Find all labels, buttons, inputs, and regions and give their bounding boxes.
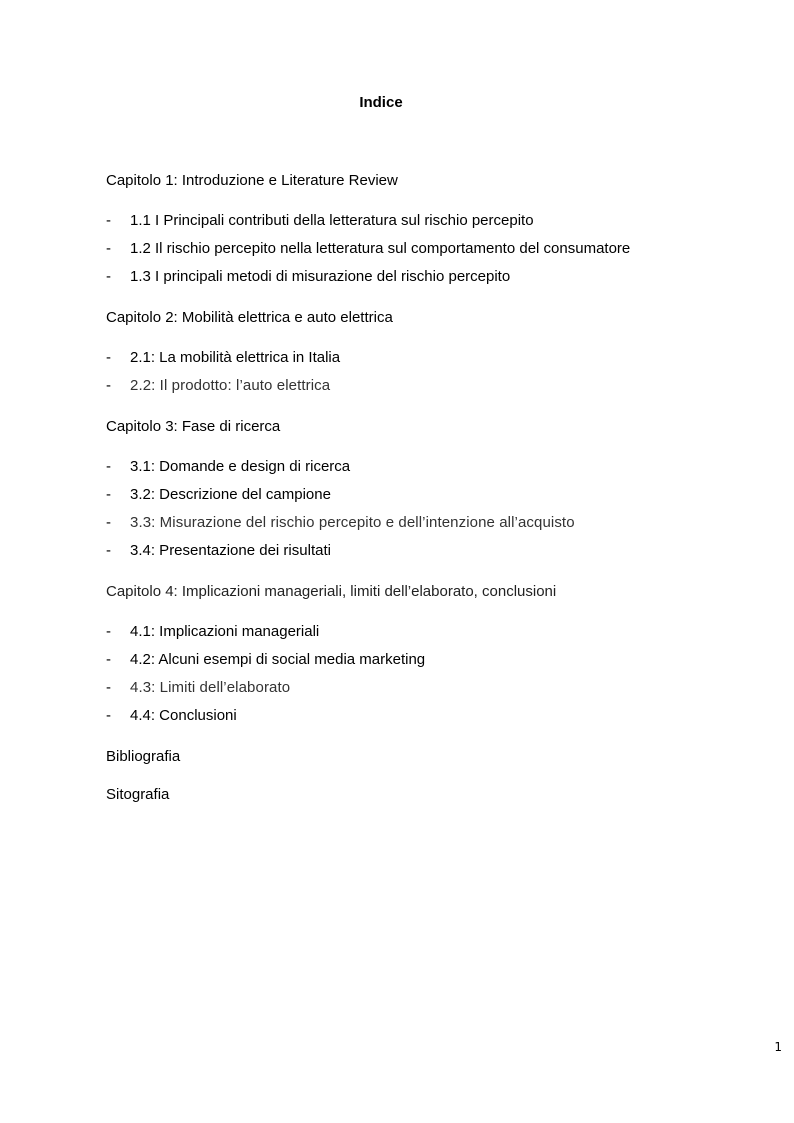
chapter-4-sections (106, 618, 746, 730)
chapter-1-sections (106, 207, 746, 291)
toc-entry (106, 537, 746, 565)
toc-entry-label: 3.1: Domande e design di ricerca (130, 458, 351, 475)
toc-entry-label: 4.1: Implicazioni manageriali (130, 623, 320, 640)
toc-entry-label: 1.2 Il rischio percepito nella letteratura sul comportamento del consumatore (130, 240, 631, 257)
toc-entry (106, 674, 746, 702)
toc-entry-label: 4.4: Conclusioni (130, 707, 237, 724)
bullet-dash: - (106, 486, 111, 503)
bullet-dash: - (106, 542, 111, 559)
toc-entry-label: 2.1: La mobilità elettrica in Italia (130, 349, 341, 366)
chapter-4-heading: Capitolo 4: Implicazioni manageriali, limiti dell’elaborato, conclusioni (106, 583, 557, 600)
bullet-dash: - (106, 514, 111, 531)
toc-entry-label: 1.3 I principali metodi di misurazione del rischio percepito (130, 268, 511, 285)
toc-entry (106, 207, 746, 235)
toc-entry-label: 3.3: Misurazione del rischio percepito e dell’intenzione all’acquisto (130, 514, 575, 531)
page-title: Indice (359, 94, 403, 111)
toc-entry (106, 702, 746, 730)
sitografia-entry: Sitografia (106, 786, 170, 803)
bullet-dash: - (106, 458, 111, 475)
toc-entry-label: 4.2: Alcuni esempi di social media marketing (130, 651, 426, 668)
toc-entry (106, 509, 746, 537)
bullet-dash: - (106, 651, 111, 668)
toc-entry-label: 3.4: Presentazione dei risultati (130, 542, 331, 559)
toc-entry (106, 618, 746, 646)
bullet-dash: - (106, 268, 111, 285)
bullet-dash: - (106, 377, 111, 394)
toc-entry (106, 372, 746, 400)
table-of-contents (106, 170, 746, 806)
toc-entry-label: 2.2: Il prodotto: l’auto elettrica (130, 377, 331, 394)
chapter-1-heading: Capitolo 1: Introduzione e Literature Review (106, 172, 398, 189)
chapter-3-heading: Capitolo 3: Fase di ricerca (106, 418, 281, 435)
toc-entry (106, 344, 746, 372)
toc-entry (106, 481, 746, 509)
toc-entry (106, 453, 746, 481)
bullet-dash: - (106, 212, 111, 229)
bullet-dash: - (106, 623, 111, 640)
toc-entry-label: 4.3: Limiti dell’elaborato (130, 679, 291, 696)
chapter-2-sections (106, 344, 746, 400)
chapter-2-heading: Capitolo 2: Mobilità elettrica e auto elettrica (106, 309, 393, 326)
bibliografia-entry: Bibliografia (106, 748, 181, 765)
bullet-dash: - (106, 707, 111, 724)
toc-entry (106, 263, 746, 291)
page-number: 1 (774, 1040, 782, 1054)
toc-entry-label: 1.1 I Principali contributi della letteratura sul rischio percepito (130, 212, 534, 229)
bullet-dash: - (106, 349, 111, 366)
toc-entry (106, 235, 746, 263)
bullet-dash: - (106, 240, 111, 257)
toc-entry (106, 646, 746, 674)
chapter-3-sections (106, 453, 746, 565)
bullet-dash: - (106, 679, 111, 696)
toc-entry-label: 3.2: Descrizione del campione (130, 486, 331, 503)
